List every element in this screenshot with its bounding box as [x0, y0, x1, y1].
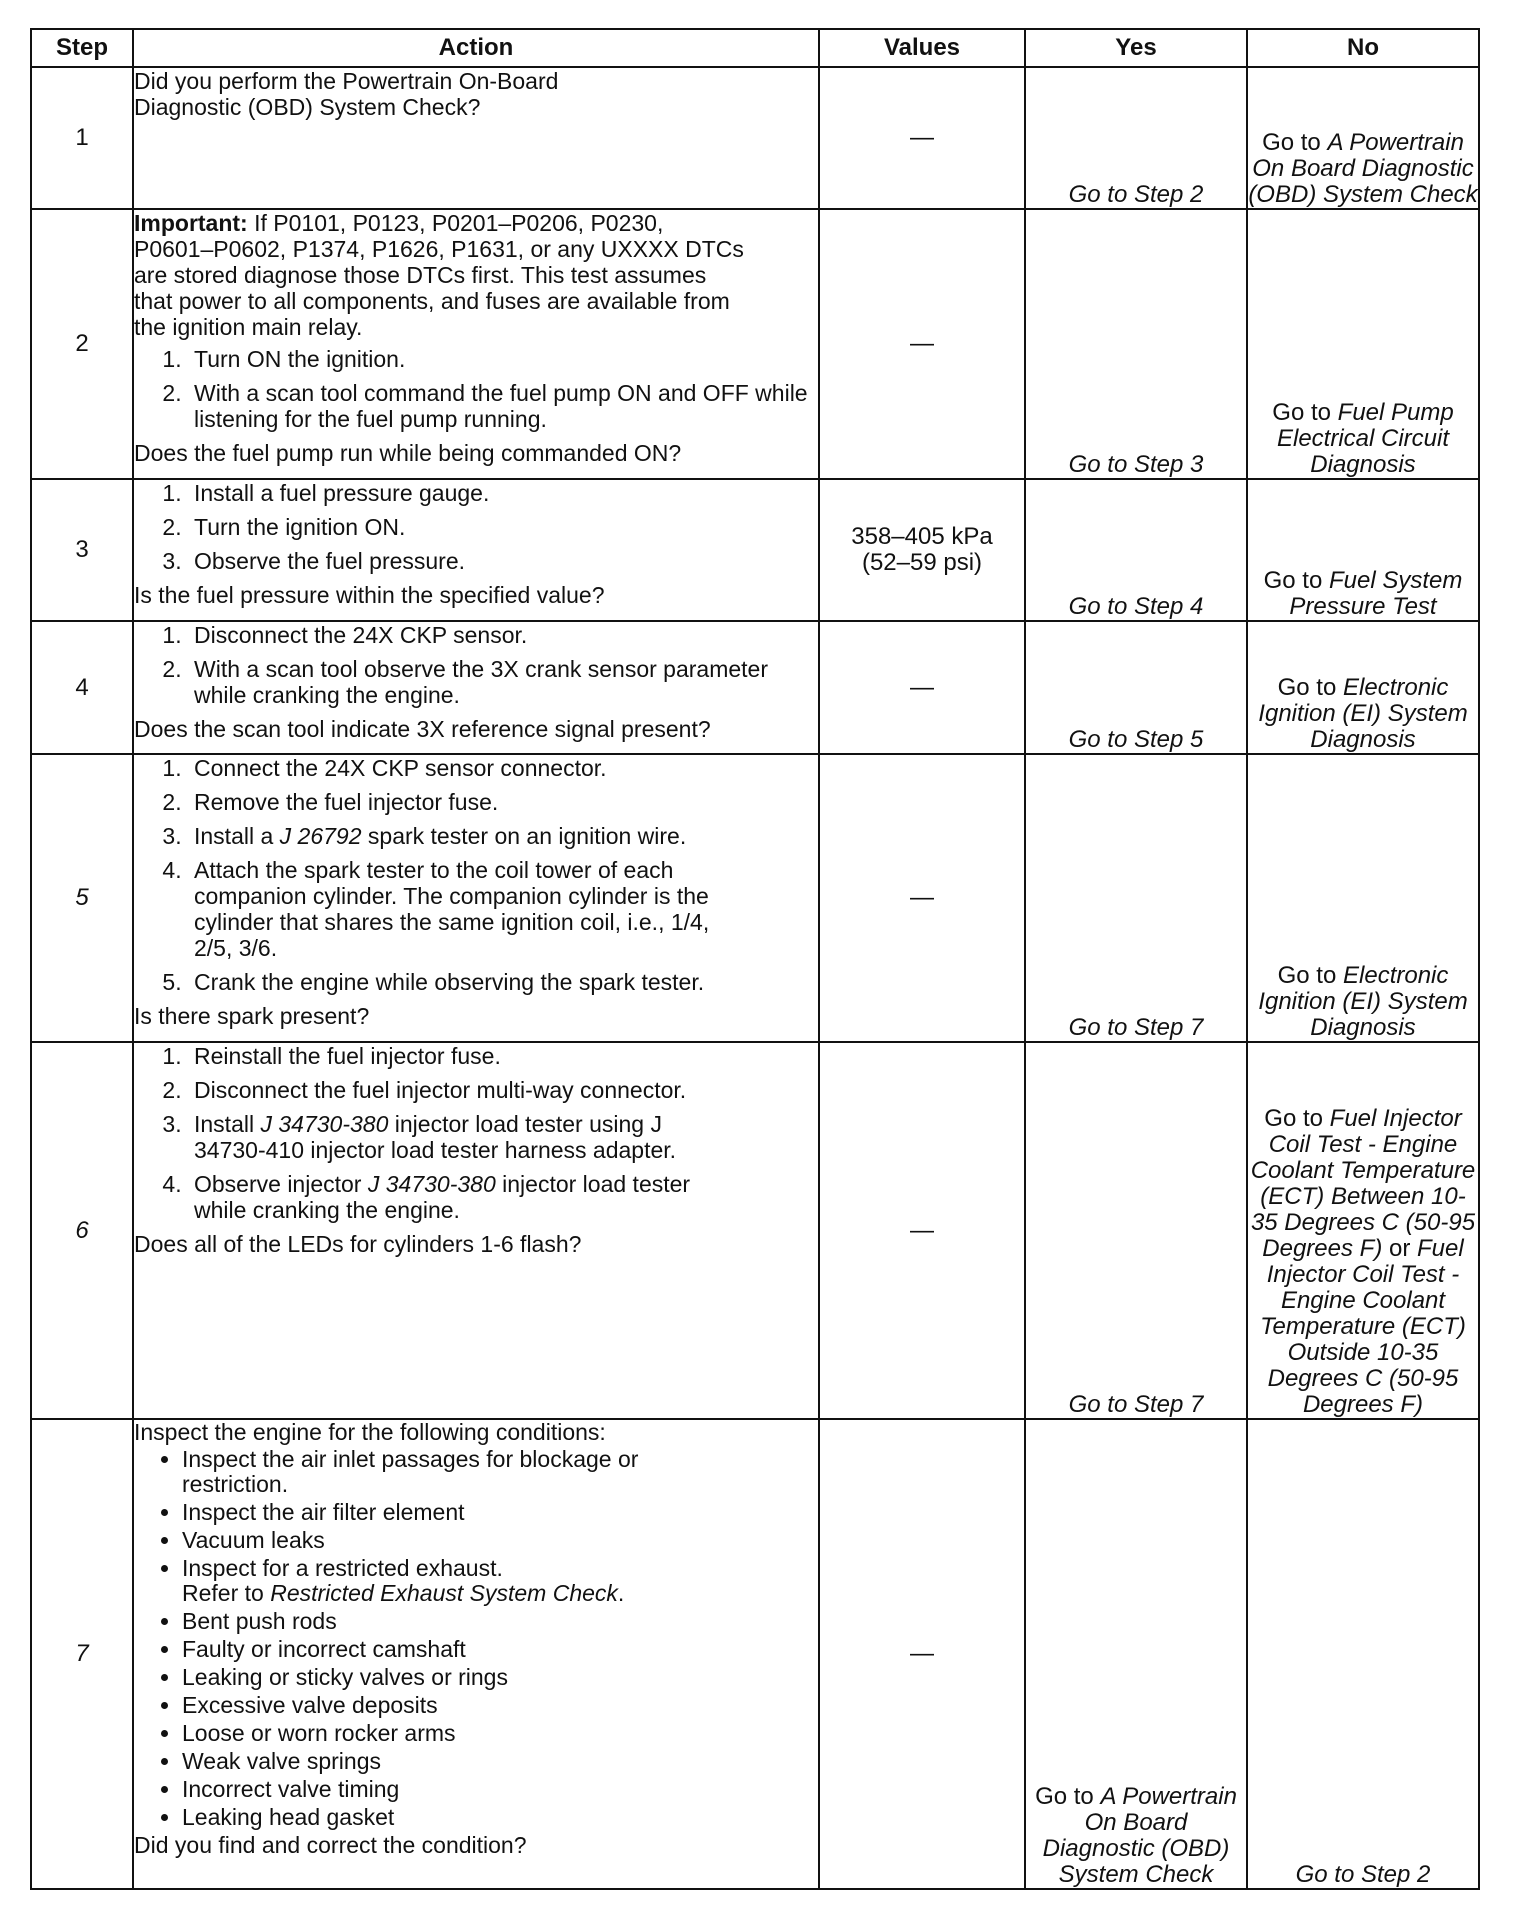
refer-prefix: Refer to [182, 1580, 264, 1606]
important-note [134, 210, 746, 340]
no-or: or [1389, 1235, 1411, 1262]
step-text: Install a [194, 823, 274, 849]
yes-link[interactable]: Go to Step 7 [1068, 1391, 1204, 1418]
yes-link[interactable]: Go to Step 4 [1068, 593, 1204, 620]
action-cell [133, 67, 819, 209]
table-row [31, 1042, 1479, 1419]
list-item: • Inspect the air filter element [182, 1500, 818, 1525]
no-cell [1247, 621, 1479, 754]
header-values: Values [819, 29, 1025, 67]
no-cell [1247, 1419, 1479, 1889]
no-prefix: Go to [1277, 674, 1337, 701]
list-item [188, 1111, 734, 1163]
step-number: 5 [31, 754, 133, 1042]
procedure-list [134, 1043, 818, 1223]
no-link[interactable]: Fuel System Pressure Test [1289, 567, 1463, 620]
no-link[interactable]: Go to Step 2 [1295, 1861, 1431, 1888]
action-question: Did you perform the Powertrain On-Board Diagnostic (OBD) System Check? [134, 68, 559, 120]
yes-cell [1025, 1042, 1247, 1419]
step-number: 7 [31, 1419, 133, 1889]
no-cell [1247, 209, 1479, 479]
header-yes: Yes [1025, 29, 1247, 67]
list-item: • Inspect the air inlet passages for blockage or restriction. [182, 1447, 722, 1497]
important-label: Important: [134, 210, 248, 236]
table-row [31, 1419, 1479, 1889]
step-number: 2 [31, 209, 133, 479]
yes-link[interactable]: Go to Step 3 [1068, 451, 1204, 478]
pressure-kpa: 358–405 kPa [851, 523, 993, 550]
diagnostic-table [30, 28, 1480, 1890]
yes-cell [1025, 479, 1247, 621]
values-cell [819, 479, 1025, 621]
no-link[interactable]: Electronic Ignition (EI) System Diagnosis [1258, 962, 1468, 1041]
table-row [31, 621, 1479, 754]
list-item [182, 1556, 818, 1606]
yes-cell [1025, 67, 1247, 209]
action-question: Does all of the LEDs for cylinders 1-6 flash? [134, 1231, 582, 1257]
no-link[interactable]: A Powertrain On Board Diagnostic (OBD) System Check [1248, 129, 1478, 208]
list-item: 3. Observe the fuel pressure. [188, 548, 818, 574]
procedure-list [134, 346, 818, 432]
yes-link[interactable]: Go to Step 7 [1068, 1014, 1204, 1041]
yes-link[interactable]: Go to Step 5 [1068, 726, 1204, 753]
list-item: 1. Turn ON the ignition. [188, 346, 818, 372]
procedure-list [134, 622, 818, 708]
list-item: 2. With a scan tool observe the 3X crank sensor parameter while cranking the engine. [188, 656, 818, 708]
step-text: injector load tester while cranking the engine. [194, 1171, 691, 1223]
values-cell: — [819, 621, 1025, 754]
no-link[interactable]: Fuel Injector Coil Test - Engine Coolant Temperature (ECT) Outside 10-35 Degrees C (50-95 Degrees F) [1260, 1235, 1466, 1418]
no-cell [1247, 479, 1479, 621]
pressure-psi: (52–59 psi) [861, 549, 983, 576]
list-item: 1. Reinstall the fuel injector fuse. [188, 1043, 818, 1069]
no-cell [1247, 67, 1479, 209]
refer-link[interactable]: Restricted Exhaust System Check [270, 1580, 618, 1606]
important-text: If P0101, P0123, P0201–P0206, P0230, P0601–P0602, P1374, P1626, P1631, or any UXXXX DTCs are stored diagnose those DTCs first. This test assumes that power to all components, and fuses are available from the ignition main relay. [134, 210, 744, 340]
table-row [31, 754, 1479, 1042]
action-cell [133, 621, 819, 754]
step-number: 3 [31, 479, 133, 621]
refer-line [182, 1581, 818, 1606]
list-item: 1. Install a fuel pressure gauge. [188, 480, 818, 506]
list-item: • Leaking head gasket [182, 1805, 818, 1830]
action-question: Is the fuel pressure within the specified value? [134, 582, 605, 608]
list-item: 2. Remove the fuel injector fuse. [188, 789, 818, 815]
values-cell: — [819, 1419, 1025, 1889]
values-cell: — [819, 67, 1025, 209]
condition-list [134, 1447, 818, 1830]
refer-period: . [617, 1580, 625, 1606]
step-text: Install [194, 1111, 255, 1137]
list-item: 2. Disconnect the fuel injector multi-way connector. [188, 1077, 818, 1103]
step-text: injector load tester using J 34730-410 injector load tester harness adapter. [194, 1111, 677, 1163]
no-cell [1247, 754, 1479, 1042]
list-item [188, 823, 818, 849]
action-question: Is there spark present? [134, 1003, 370, 1029]
no-link[interactable]: Fuel Pump Electrical Circuit Diagnosis [1276, 399, 1454, 478]
procedure-list [134, 755, 818, 995]
step-text: Observe injector [194, 1171, 362, 1197]
tool-number: J 34730-380 [260, 1111, 389, 1137]
action-cell [133, 1419, 819, 1889]
list-item: • Bent push rods [182, 1609, 818, 1634]
step-text: spark tester on an ignition wire. [367, 823, 687, 849]
list-item: • Faulty or incorrect camshaft [182, 1637, 818, 1662]
table-row [31, 67, 1479, 209]
procedure-list [134, 480, 818, 574]
list-item: • Weak valve springs [182, 1749, 818, 1774]
header-action: Action [133, 29, 819, 67]
list-item: 1. Connect the 24X CKP sensor connector. [188, 755, 818, 781]
list-item: • Excessive valve deposits [182, 1693, 818, 1718]
list-item: 5. Crank the engine while observing the spark tester. [188, 969, 818, 995]
no-prefix: Go to [1272, 399, 1331, 426]
action-question: Did you find and correct the condition? [134, 1832, 527, 1858]
action-question: Does the scan tool indicate 3X reference signal present? [134, 716, 711, 742]
list-item [188, 1171, 734, 1223]
table-row [31, 209, 1479, 479]
list-item: • Incorrect valve timing [182, 1777, 818, 1802]
header-row [31, 29, 1479, 67]
step-number: 1 [31, 67, 133, 209]
no-prefix: Go to [1262, 129, 1321, 156]
bullet-text: • Inspect for a restricted exhaust. [182, 1555, 503, 1581]
yes-link[interactable]: A Powertrain On Board Diagnostic (OBD) System Check [1042, 1783, 1237, 1888]
table-row [31, 479, 1479, 621]
yes-cell [1025, 621, 1247, 754]
list-item: 4. Attach the spark tester to the coil tower of each companion cylinder. The companion cylinder is the cylinder that shares the same ignition coil, i.e., 1/4, 2/5, 3/6. [188, 857, 714, 961]
header-no: No [1247, 29, 1479, 67]
list-item: • Leaking or sticky valves or rings [182, 1665, 818, 1690]
action-cell [133, 209, 819, 479]
yes-link[interactable]: Go to Step 2 [1068, 181, 1204, 208]
action-cell [133, 479, 819, 621]
values-cell: — [819, 1042, 1025, 1419]
action-question: Does the fuel pump run while being commanded ON? [134, 440, 682, 466]
header-step: Step [31, 29, 133, 67]
no-prefix: Go to [1263, 567, 1323, 594]
list-item: • Loose or worn rocker arms [182, 1721, 818, 1746]
list-item: 1. Disconnect the 24X CKP sensor. [188, 622, 818, 648]
list-item: 2. With a scan tool command the fuel pump ON and OFF while listening for the fuel pump running. [188, 380, 818, 432]
list-item: 2. Turn the ignition ON. [188, 514, 818, 540]
no-link[interactable]: Fuel Injector Coil Test - Engine Coolant Temperature (ECT) Between 10-35 Degrees C (50-95 Degrees F) [1250, 1105, 1476, 1262]
tool-number: J 34730-380 [367, 1171, 496, 1197]
yes-cell [1025, 209, 1247, 479]
values-cell: — [819, 754, 1025, 1042]
action-cell [133, 754, 819, 1042]
yes-cell [1025, 754, 1247, 1042]
yes-cell [1025, 1419, 1247, 1889]
action-cell [133, 1042, 819, 1419]
yes-prefix: Go to [1035, 1783, 1094, 1810]
list-item: • Vacuum leaks [182, 1528, 818, 1553]
no-link[interactable]: Electronic Ignition (EI) System Diagnosis [1258, 674, 1468, 753]
step-number: 6 [31, 1042, 133, 1419]
no-prefix: Go to [1277, 962, 1337, 989]
action-intro: Inspect the engine for the following conditions: [134, 1419, 606, 1445]
tool-number: J 26792 [279, 823, 362, 849]
no-prefix: Go to [1264, 1105, 1323, 1132]
no-cell [1247, 1042, 1479, 1419]
values-cell: — [819, 209, 1025, 479]
step-number: 4 [31, 621, 133, 754]
